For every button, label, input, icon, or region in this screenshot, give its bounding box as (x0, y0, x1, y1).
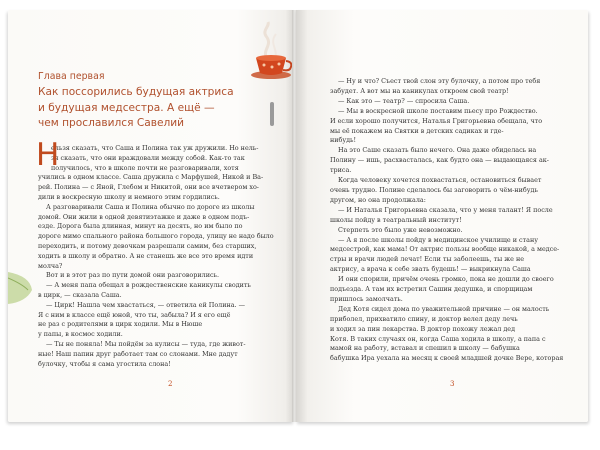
bookmark-tab (270, 102, 274, 126)
text-line: триса. (330, 166, 352, 175)
page-number: 3 (450, 380, 455, 388)
text-line: Полину — ишь, расхвасталась, как будто она — выдающаяся ак- (330, 156, 549, 165)
text-line: Я с ним в классе ещё юной, что ты, забыла? И я его ещё (38, 310, 231, 319)
text-line: стры и врачи людей лечат! Если ты заболеешь, ты же не (330, 255, 525, 264)
text-line: забудет. А вот мы на каникулах откроем свой театр! (330, 86, 509, 95)
text-line: у папы, в космос ходили. (38, 330, 123, 339)
text-line: дороге мимо спального района большого города, улицу не надо было (38, 232, 274, 241)
text-line: — Ты не поняла! Мы пойдём за кулисы — туда, где живот- (46, 339, 246, 348)
text-line: зя сказать, что они враждовали между собой. Как-то так (51, 153, 245, 162)
text-line: пришлось замолчать. (330, 294, 403, 303)
text-line: переходить, и потому девочкам разрешали самим, без старших, (38, 241, 257, 250)
text-line: дили в воскресную школу и немного этим гордились. (38, 192, 220, 201)
text-line: И они спорили, причём очень громко, пока не дошли до своего (338, 275, 554, 284)
title-line: чем прославился Савелий (38, 117, 185, 129)
text-line: другом, но она продолжала: (330, 195, 426, 204)
text-line: домой. Они жили в одной девятиэтажке и даже в одном подъ- (38, 212, 250, 221)
text-line: И если хорошо получится, Наталья Григорьевна обещала, что (330, 116, 543, 125)
page-number: 2 (168, 380, 173, 388)
text-line: — Мы в воскресной школе поставим пьесу про Рождество. (338, 106, 538, 115)
teacup-illustration (246, 20, 294, 80)
text-line: молча? (38, 261, 63, 270)
text-line: не раз с родителями в цирк ходили. Мы в Нюше (38, 320, 203, 329)
text-line: ходить в школу и обратно. А не станешь же все это время идти (38, 251, 254, 260)
text-line: актрису, а врача к себе звать будешь! — выкрикнула Саша (330, 265, 531, 274)
left-page (8, 10, 294, 422)
text-line: бабушка Ира уехала на месяц к своей младшей дочке Вере, которая (330, 354, 564, 363)
title-line: и будущая медсестра. А ещё — (38, 101, 215, 114)
text-line: — Ну и что? Съест твой слон эту булочку, а потом про тебя (338, 77, 541, 85)
right-page-text (330, 77, 580, 364)
leaf-illustration (8, 268, 36, 308)
text-line: А разговаривали Саша и Полина обычно по дороге из школы (46, 202, 255, 211)
text-line: очень трудно. Полине сделалось бы заговорить о чём-нибудь (330, 185, 538, 194)
text-line: Дед Котя сидел дома по уважительной причине — он малость (338, 304, 550, 313)
text-line: Когда человеку хочется похвастаться, остановиться бывает (338, 176, 542, 185)
text-line: — А меня папа обещал в рождественские каникулы сводить (46, 281, 251, 290)
text-line: рей. Полина — с Яной, Глебом и Никитой, они все вчетвером хо- (38, 183, 259, 192)
text-line: езде. Дорога была длинная, минут на десять, но им было по (38, 222, 243, 231)
text-line: школы пойду в театральный институт! (330, 215, 462, 224)
title-line: Как поссорились будущая актриса (38, 86, 234, 98)
chapter-title (38, 85, 288, 132)
text-line: ные! Наш папин друг работает там со слонами. Мне дадут (38, 349, 238, 358)
text-line: — И Наталья Григорьевна сказала, что у меня талант! Я после (338, 205, 553, 214)
text-line: мы её покажем на Святки в детских садиках и где- (330, 126, 504, 135)
text-line: Котя. В таких случаях он, когда Саша ходила в школу, а папа с (330, 334, 546, 343)
left-page-text (36, 137, 278, 369)
drop-cap: Н (36, 137, 60, 173)
text-line: получилось, что в школе почти не разговаривали, хотя (51, 163, 239, 172)
text-line: подъезда. А там их встретил Сашин дедушка, и спорщицам (330, 285, 533, 294)
text-line: Вот и в этот раз по пути домой они разговорились. (46, 271, 220, 280)
text-line: в цирк, — сказала Саша. (38, 290, 122, 299)
text-line: мамой на работу, вставал и спешил в школу — бабушка (330, 344, 520, 353)
text-line: — Как это — театр? — спросила Саша. (338, 96, 470, 105)
text-line: медсестрой, как мама! От актрис пользы вообще никакой, а медсе- (330, 245, 560, 254)
text-line: ельзя сказать, что Саша и Полина так уж дружили. Но нель- (51, 144, 259, 152)
text-line: — Цирк! Нашла чем хвастаться, — ответила ей Полина. — (46, 300, 246, 309)
text-line: Стерпеть это было уже невозможно. (338, 225, 463, 234)
text-line: булочку, чтобы я сама угостила слона! (38, 359, 171, 368)
text-line: приболел, прихватило спину, и доктор велел деду лечь (330, 314, 518, 323)
text-line: и ходил за пин лекарства. В доктор похожу лежал дед (330, 324, 515, 333)
text-line: — А я после школы пойду в медицинское училище и стану (338, 235, 538, 244)
chapter-label: Глава первая (38, 71, 105, 82)
text-line: учились в одном классе. Саша дружила с Марфушей, Никой и Ва- (38, 173, 264, 182)
text-line: На это Саше сказать было нечего. Она даже обиделась на (338, 146, 537, 155)
text-line: нибудь! (330, 136, 357, 145)
open-book (8, 10, 588, 425)
